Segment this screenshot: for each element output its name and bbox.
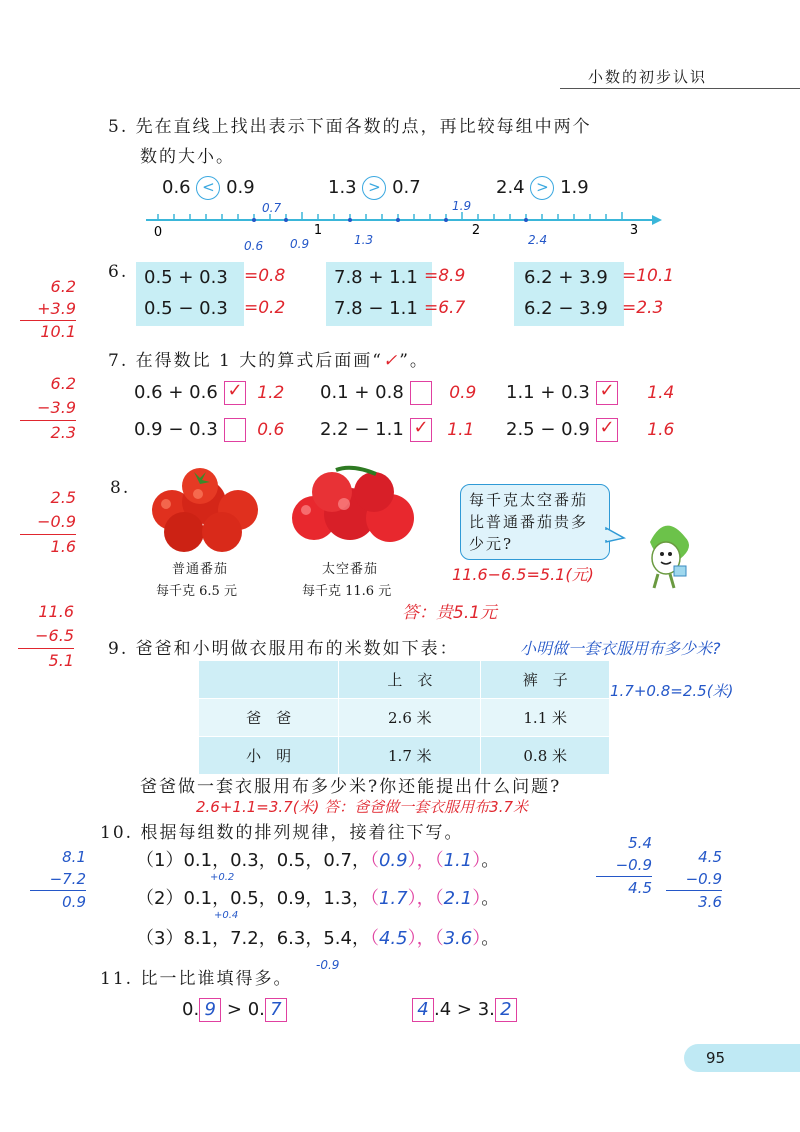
- q5-text-line1: 先在直线上找出表示下面各数的点，再比较每组中两个: [135, 117, 592, 137]
- q6-ans-2: =0.2: [244, 298, 286, 318]
- q5-sign-3: >: [530, 176, 554, 200]
- q11-text: 比一比谁填得多。: [140, 969, 293, 989]
- q5-sign-1: <: [196, 176, 220, 200]
- th-pants: 裤 子: [481, 661, 610, 699]
- margin-calc-6: 5.4 −0.9 4.5: [596, 832, 652, 899]
- axis-label-2: 2: [471, 223, 481, 238]
- q6-ans-1: =0.8: [244, 266, 286, 286]
- cartoon-character-icon: [630, 512, 700, 592]
- q11-box-2[interactable]: 7: [265, 998, 287, 1022]
- q10-number: 10.: [100, 823, 134, 843]
- q7-text-end: ”。: [399, 351, 429, 371]
- q5-number: 5.: [108, 117, 129, 137]
- q10-ans-2b: 2.1: [443, 888, 473, 909]
- q5-pair-1: 0.6 < 0.9: [162, 177, 255, 198]
- q7-ans-1: 1.2: [257, 383, 285, 403]
- q9-hw-calc: 1.7+0.8=2.5(米): [610, 682, 734, 700]
- q10-row-3: （3）8.1，7.2，6.3，5.4，（4.5），（3.6）。: [136, 928, 500, 949]
- q7-item-5: 2.2 − 1.1 ✓ 1.1: [320, 417, 475, 440]
- bubble-tail: [606, 526, 626, 546]
- q11-number: 11.: [100, 969, 134, 989]
- q6-ans-4: =6.7: [424, 298, 466, 318]
- q7-prompt: 7. 在得数比 1 大的算式后面画“✓”。: [108, 351, 429, 371]
- q7-item-6: 2.5 − 0.9 ✓ 1.6: [506, 417, 675, 440]
- q7-ans-5: 1.1: [447, 420, 475, 440]
- hw-1.3: 1.3: [354, 233, 374, 247]
- q10-hw-note-1: +0.2: [210, 872, 235, 883]
- margin-calc-4: 11.6 −6.5 5.1: [18, 600, 74, 673]
- q7-ans-4: 0.6: [257, 420, 285, 440]
- q5-prompt: [108, 112, 708, 137]
- speech-bubble: [460, 484, 610, 560]
- q7-item-4: 0.9 − 0.3 0.6: [134, 419, 285, 440]
- q10-ans-3b: 3.6: [443, 928, 473, 949]
- q7-ans-2: 0.9: [449, 383, 477, 403]
- q8-number: 8.: [110, 478, 131, 498]
- hw-1.9: 1.9: [452, 199, 472, 213]
- td-dad-shirt: 2.6 米: [339, 699, 481, 737]
- tomato2-name: 太空番茄: [322, 562, 379, 577]
- q6-ans-6: =2.3: [622, 298, 664, 318]
- q6-block-3: [514, 262, 624, 326]
- q5-pair-2: 1.3 > 0.7: [328, 177, 421, 198]
- q8-hw-answer: 答：贵5.1元: [402, 603, 498, 623]
- td-dad: 爸 爸: [199, 699, 339, 737]
- hw-2.4: 2.4: [528, 233, 548, 247]
- q9-text: 爸爸和小明做衣服用布的米数如下表：: [135, 639, 459, 659]
- q9-number: 9.: [108, 639, 129, 659]
- hw-0.7: 0.7: [262, 201, 282, 215]
- q10-text: 根据每组数的排列规律，接着往下写。: [140, 823, 464, 843]
- q10-ans-1b: 1.1: [443, 850, 473, 871]
- th-empty: [199, 661, 339, 699]
- q7-checkbox-4[interactable]: [224, 418, 246, 442]
- q6-expr-6: 6.2 − 3.9: [524, 298, 608, 319]
- q9-prompt: [108, 634, 459, 659]
- q6-expr-4: 7.8 − 1.1: [334, 298, 418, 319]
- q6-block-1: [136, 262, 244, 326]
- q6-expr-2: 0.5 − 0.3: [144, 298, 228, 319]
- page-number-tab: [684, 1044, 800, 1072]
- q7-text: 在得数比 1 大的算式后面画“: [135, 351, 383, 371]
- q9-question: 爸爸做一套衣服用布多少米?你还能提出什么问题?: [140, 777, 562, 797]
- q10-hw-note-2: +0.4: [214, 910, 239, 921]
- tomato1-name: 普通番茄: [172, 562, 229, 577]
- hw-0.9: 0.9: [290, 237, 310, 251]
- q7-ans-3: 1.4: [647, 383, 675, 403]
- q8-hw-calc: 11.6−6.5=5.1(元): [452, 565, 594, 584]
- header-title: 小数的初步认识: [588, 68, 708, 86]
- q10-ans-2a: 1.7: [378, 888, 408, 909]
- q10-prompt: [100, 818, 463, 843]
- q7-ans-6: 1.6: [647, 420, 675, 440]
- q6-block-2: [326, 262, 432, 326]
- q6-expr-5: 6.2 + 3.9: [524, 267, 608, 288]
- margin-calc-2: 6.2 −3.9 2.3: [20, 372, 76, 445]
- axis-label-3: 3: [629, 223, 639, 238]
- q11-box-4[interactable]: 2: [495, 998, 517, 1022]
- q6-expr-1: 0.5 + 0.3: [144, 267, 228, 288]
- q10-ans-1a: 0.9: [378, 850, 408, 871]
- margin-calc-5: 8.1 −7.2 0.9: [30, 846, 86, 913]
- q7-checkbox-6[interactable]: ✓: [596, 418, 618, 442]
- th-shirt: 上 衣: [339, 661, 481, 699]
- tomato1-price: 每千克 6.5 元: [156, 584, 237, 599]
- axis-label-1: 1: [313, 223, 323, 238]
- q10-ans-3a: 4.5: [378, 928, 408, 949]
- q10-hw-note-3: -0.9: [316, 958, 340, 972]
- q7-checkbox-5[interactable]: ✓: [410, 418, 432, 442]
- q6-number: 6.: [108, 262, 129, 282]
- q11-expr-2: 4 .4 > 3. 2: [412, 998, 517, 1022]
- td-ming: 小 明: [199, 737, 339, 775]
- td-ming-shirt: 1.7 米: [339, 737, 481, 775]
- q10-row-1: （1）0.1，0.3，0.5，0.7，（0.9），（1.1）。: [136, 850, 500, 871]
- q7-item-2: 0.1 + 0.8 0.9: [320, 382, 477, 403]
- q11-box-3[interactable]: 4: [412, 998, 434, 1022]
- tomato-image-1: [142, 462, 268, 554]
- q7-checkbox-2[interactable]: [410, 381, 432, 405]
- q7-item-3: 1.1 + 0.3 ✓ 1.4: [506, 380, 675, 403]
- q11-prompt: [100, 964, 292, 989]
- axis-label-0: 0: [153, 225, 163, 240]
- q5-pair-3: 2.4 > 1.9: [496, 177, 589, 198]
- q6-expr-3: 7.8 + 1.1: [334, 267, 418, 288]
- q7-checkbox-1[interactable]: ✓: [224, 381, 246, 405]
- q10-row-2: （2）0.1，0.5，0.9，1.3，（1.7），（2.1）。: [136, 888, 500, 909]
- number-line: [140, 199, 670, 256]
- cloth-table: [198, 660, 610, 775]
- td-dad-pants: 1.1 米: [481, 699, 610, 737]
- margin-calc-7: 4.5 −0.9 3.6: [666, 846, 722, 913]
- q6-ans-3: =8.9: [424, 266, 466, 286]
- bubble-text: 每千克太空番茄比普通番茄贵多少元?: [469, 491, 589, 553]
- hw-0.6: 0.6: [244, 239, 264, 253]
- q7-number: 7.: [108, 351, 129, 371]
- q11-expr-1: 0. 9 > 0. 7: [182, 998, 287, 1022]
- q7-item-1: 0.6 + 0.6 ✓ 1.2: [134, 380, 285, 403]
- q9-hw-answer: 2.6+1.1=3.7(米) 答：爸爸做一套衣服用布3.7米: [196, 798, 529, 816]
- page-number: 95: [706, 1049, 726, 1067]
- margin-calc-1: 6.2 +3.9 10.1: [20, 276, 76, 343]
- td-ming-pants: 0.8 米: [481, 737, 610, 775]
- q6-ans-5: =10.1: [622, 266, 675, 286]
- margin-calc-3: 2.5 −0.9 1.6: [20, 486, 76, 559]
- q9-hw-question: 小明做一套衣服用布多少米?: [520, 639, 721, 658]
- tomato2-price: 每千克 11.6 元: [302, 584, 392, 599]
- q5-text-line2: 数的大小。: [140, 147, 235, 167]
- header-bar: [560, 60, 800, 89]
- q7-checkbox-3[interactable]: ✓: [596, 381, 618, 405]
- q11-box-1[interactable]: 9: [199, 998, 221, 1022]
- q5-sign-2: >: [362, 176, 386, 200]
- tomato-image-2: [286, 462, 426, 554]
